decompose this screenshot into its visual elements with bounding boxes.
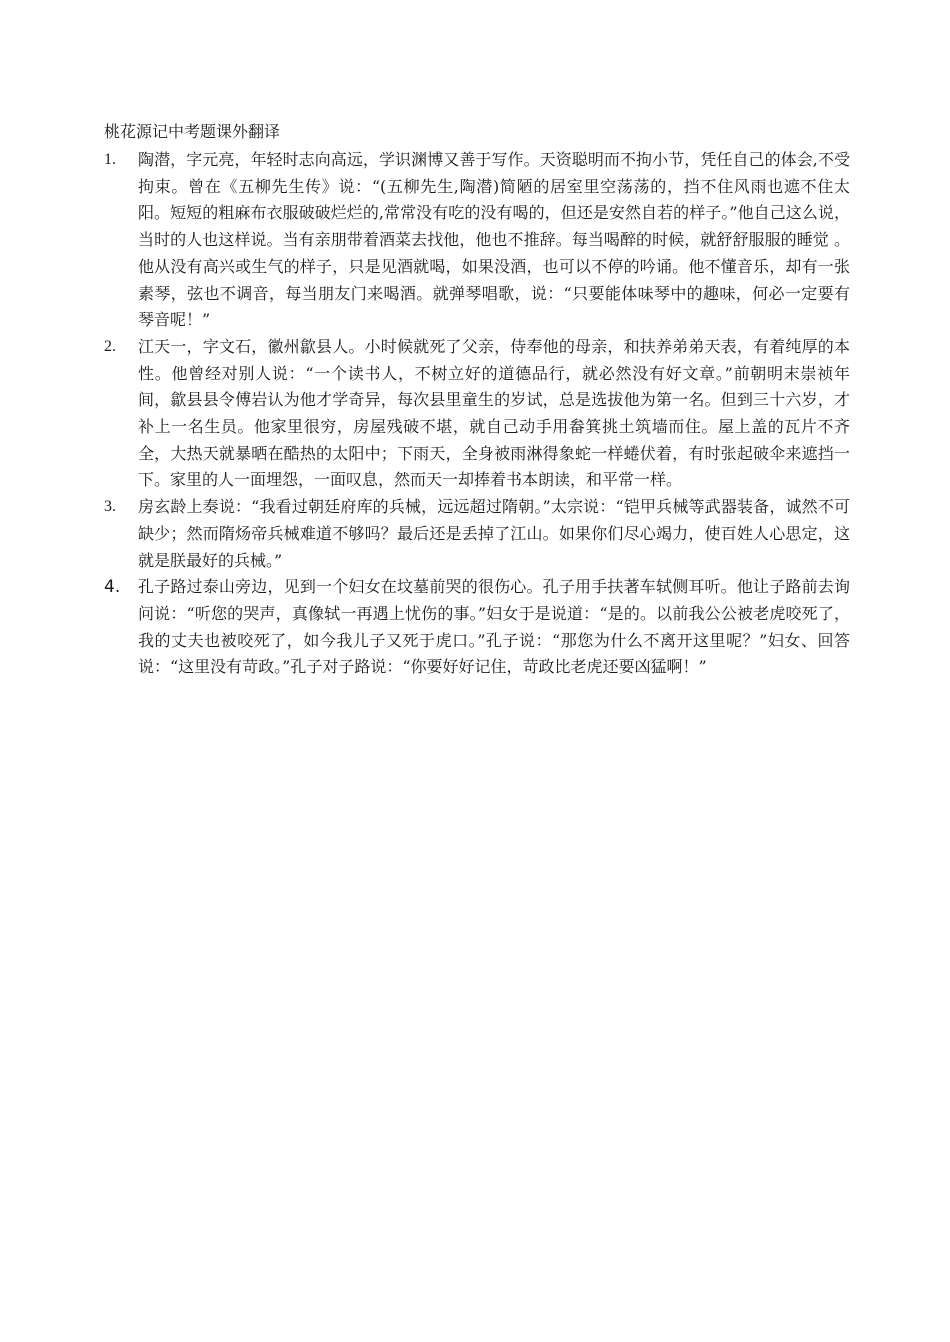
- item-number: 1.: [104, 151, 116, 168]
- list-item: [104, 334, 850, 494]
- translation-list: [104, 147, 850, 681]
- document-title: 桃花源记中考题课外翻译: [104, 122, 281, 141]
- item-number: 4.: [104, 577, 121, 598]
- item-number: 3.: [104, 498, 116, 516]
- list-item: [104, 147, 850, 334]
- item-text: 孔子路过泰山旁边，见到一个妇女在坟墓前哭的很伤心。孔子用手扶著车轼侧耳听。他让子路前去询问说：“听您的哭声，真像轼一再遇上忧伤的事。”妇女于是说道：“是的。以前我公公被老虎咬死了，我的丈夫也被咬死了，如今我儿子又死于虎口。”孔子说：“那您为什么不离开这里呢？”妇女、回答说：“这里没有苛政。”孔子对子路说：“你要好好记住，苛政比老虎还要凶猛啊！”: [138, 577, 850, 677]
- item-text: 陶潜，字元亮，年轻时志向高远，学识渊博又善于写作。天资聪明而不拘小节，凭任自己的体会,不受拘束。曾在《五柳先生传》说：“(五柳先生,陶潜)简陋的居室里空荡荡的，挡不住风雨也遮不住太阳。短短的粗麻布衣服破破烂烂的,常常没有吃的没有喝的，但还是安然自若的样子。”他自己这么说，当时的人也这样说。当有亲朋带着酒菜去找他，他也不推辞。每当喝醉的时候，就舒舒服服的睡觉 。他从没有高兴或生气的样子，只是见酒就喝，如果没酒，也可以不停的吟诵。他不懂音乐，却有一张素琴，弦也不调音，每当朋友门来喝酒。就弹琴唱歌，说：“只要能体味琴中的趣味，何必一定要有琴音呢！”: [138, 150, 850, 330]
- document-page: [104, 118, 850, 681]
- list-item: [104, 574, 850, 681]
- item-text: 房玄龄上奏说：“我看过朝廷府库的兵械，远远超过隋朝。”太宗说：“铠甲兵械等武器装备，诚然不可缺少；然而隋炀帝兵械难道不够吗？最后还是丢掉了江山。如果你们尽心竭力，使百姓人心思定，这就是朕最好的兵械。”: [138, 497, 850, 570]
- item-number: 2.: [104, 337, 116, 355]
- item-text: 江天一，字文石，徽州歙县人。小时候就死了父亲，侍奉他的母亲，和扶养弟弟天表，有着纯厚的本性。他曾经对别人说：“一个读书人，不树立好的道德品行，就必然没有好文章。”前朝明末崇祯年间，歙县县令傅岩认为他才学奇异，每次县里童生的岁试，总是选拔他为第一名。但到三十六岁，才补上一名生员。他家里很穷，房屋残破不堪，就自己动手用畚箕挑土筑墙而住。屋上盖的瓦片不齐全，大热天就暴晒在酷热的太阳中；下雨天，全身被雨淋得象蛇一样蜷伏着，有时张起破伞来遮挡一下。家里的人一面埋怨，一面叹息，然而天一却捧着书本朗读，和平常一样。: [138, 336, 850, 490]
- list-item: [104, 494, 850, 574]
